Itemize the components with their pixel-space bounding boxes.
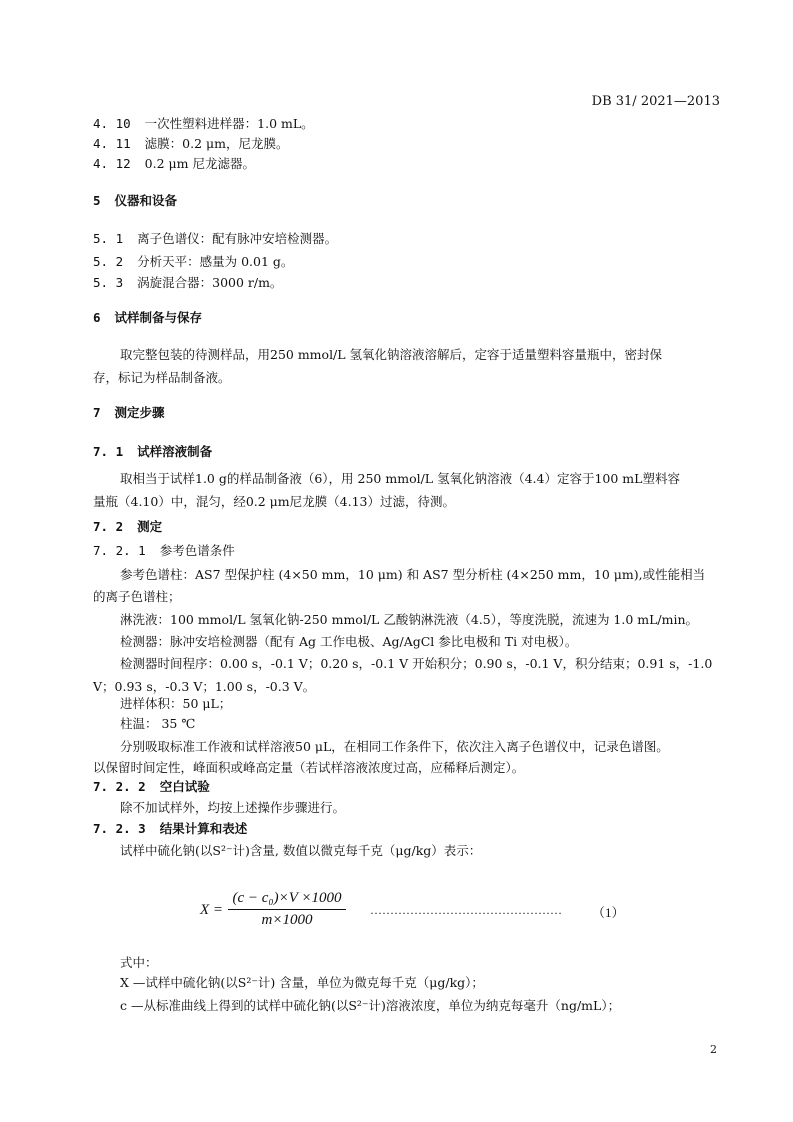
paragraph-line	[120, 655, 712, 673]
line-text: 结果计算和表述	[159, 821, 248, 836]
clause-number: 4. 12	[93, 156, 131, 171]
clause-number: 5. 3	[93, 275, 124, 290]
line-text: 柱温： 35 ℃	[120, 716, 196, 731]
line-text: c —从标准曲线上得到的试样中硫化钠(以S²⁻计)溶液浓度，单位为纳克每毫升（ng/mL）；	[120, 998, 621, 1013]
line-text: 仪器和设备	[114, 193, 178, 208]
clause-item	[93, 230, 337, 248]
paragraph-line	[93, 588, 181, 606]
line-text: 离子色谱仪：配有脉冲安培检测器。	[137, 231, 338, 246]
line-text: 进样体积：50 μL；	[120, 696, 232, 711]
paragraph-line	[93, 369, 231, 387]
line-text: 测定	[137, 519, 163, 534]
line-text: 量瓶（4.10）中，混匀，经0.2 μm尼龙膜（4.13）过滤，待测。	[93, 494, 455, 509]
page-number: 2	[710, 1043, 717, 1056]
line-text: 式中：	[120, 955, 158, 970]
clause-item	[93, 274, 282, 292]
formula-denominator: m×1000	[261, 912, 313, 928]
clause-item	[93, 253, 293, 271]
clause-number: 4. 10	[93, 116, 131, 131]
paragraph-line	[120, 695, 231, 713]
paragraph-line	[120, 954, 158, 972]
section-heading	[93, 820, 247, 838]
line-text: 涡旋混合器：3000 r/m。	[137, 275, 283, 290]
clause-number: 7. 2. 2	[93, 779, 146, 794]
line-text: 0.2 μm 尼龙滤器。	[144, 156, 255, 171]
line-text: 参考色谱条件	[159, 543, 235, 558]
clause-number: 4. 11	[93, 136, 131, 151]
clause-number: 7. 2	[93, 519, 124, 534]
line-text: 除不加试样外，均按上述操作步骤进行。	[120, 800, 346, 815]
line-text: 测定步骤	[114, 405, 165, 420]
section-heading	[93, 778, 210, 796]
line-text: 淋洗液：100 mmol/L 氢氧化钠-250 mmol/L 乙酸钠淋洗液（4.5），等度洗脱，流速为 1.0 mL/min。	[120, 612, 699, 627]
line-text: 空白试验	[159, 779, 210, 794]
line-text: 分析天平：感量为 0.01 g。	[137, 254, 294, 269]
section-heading	[93, 309, 202, 327]
clause-number: 5	[93, 193, 101, 208]
line-text: 存，标记为样品制备液。	[93, 370, 231, 385]
line-text: 试样溶液制备	[137, 444, 213, 459]
line-text: 试样中硫化钠(以S²⁻计)含量, 数值以微克每千克（μg/kg）表示：	[120, 843, 482, 858]
clause-number: 6	[93, 310, 101, 325]
line-text: 滤膜：0.2 μm，尼龙膜。	[144, 136, 289, 151]
section-heading	[93, 443, 212, 461]
paragraph-line	[93, 759, 524, 777]
line-text: 以保留时间定性，峰面积或峰高定量（若试样溶液浓度过高，应稀释后测定）。	[93, 760, 525, 775]
line-text: 的离子色谱柱；	[93, 589, 181, 604]
clause-item	[93, 155, 255, 173]
line-text: 检测器：脉冲安培检测器（配有 Ag 工作电极、Ag/AgCl 参比电极和 Ti 对电极）。	[120, 634, 578, 649]
line-text: X —试样中硫化钠(以S²⁻计) 含量，单位为微克每千克（μg/kg）；	[120, 975, 484, 990]
line-text: V；0.93 s，-0.3 V；1.00 s，-0.3 V。	[93, 679, 316, 694]
clause-item	[93, 115, 314, 133]
paragraph-line	[93, 493, 455, 511]
paragraph-line	[120, 470, 680, 488]
paragraph-line	[120, 974, 484, 992]
line-text: 取相当于试样1.0 g的样品制备液（6），用 250 mmol/L 氢氧化钠溶液（4.4）定容于100 mL塑料容	[120, 471, 680, 486]
formula-leader: …………………………………………	[370, 903, 562, 917]
section-heading	[93, 192, 177, 210]
formula-lhs: X =	[200, 902, 224, 918]
line-text: 取完整包装的待测样品，用250 mmol/L 氢氧化钠溶液溶解后，定容于适量塑料容量瓶中，密封保	[120, 347, 663, 362]
paragraph-line	[120, 633, 577, 651]
document-code-header: DB 31/ 2021—2013	[591, 94, 720, 109]
paragraph-line	[120, 799, 345, 817]
section-heading	[93, 404, 165, 422]
paragraph-line	[93, 678, 315, 696]
clause-number: 7. 2. 1	[93, 543, 146, 558]
paragraph-line	[120, 738, 669, 756]
formula-fraction	[228, 890, 346, 929]
clause-number: 5. 2	[93, 254, 124, 269]
clause-number: 7	[93, 405, 101, 420]
clause-item	[93, 135, 288, 153]
line-text: 一次性塑料进样器：1.0 mL。	[144, 116, 314, 131]
line-text: 试样制备与保存	[114, 310, 203, 325]
paragraph-line	[120, 997, 620, 1015]
clause-number: 5. 1	[93, 231, 124, 246]
paragraph-line	[120, 566, 705, 584]
line-text: 检测器时间程序：0.00 s，-0.1 V；0.20 s，-0.1 V 开始积分；0.90 s，-0.1 V，积分结束；0.91 s，-1.0	[120, 656, 713, 671]
paragraph-line	[120, 842, 481, 860]
formula-number: （1）	[592, 905, 625, 920]
section-heading	[93, 518, 162, 536]
paragraph-line	[120, 715, 195, 733]
clause-item	[93, 542, 235, 560]
paragraph-line	[120, 611, 698, 629]
formula-numerator: (c − c₀)×V ×1000	[228, 890, 346, 910]
line-text: 参考色谱柱：AS7 型保护柱 (4×50 mm，10 μm) 和 AS7 型分析柱 (4×250 mm，10 μm),或性能相当	[120, 567, 706, 582]
line-text: 分别吸取标准工作液和试样溶液50 μL，在相同工作条件下，依次注入离子色谱仪中，记录色谱图。	[120, 739, 669, 754]
paragraph-line	[120, 346, 662, 364]
clause-number: 7. 2. 3	[93, 821, 146, 836]
clause-number: 7. 1	[93, 444, 124, 459]
